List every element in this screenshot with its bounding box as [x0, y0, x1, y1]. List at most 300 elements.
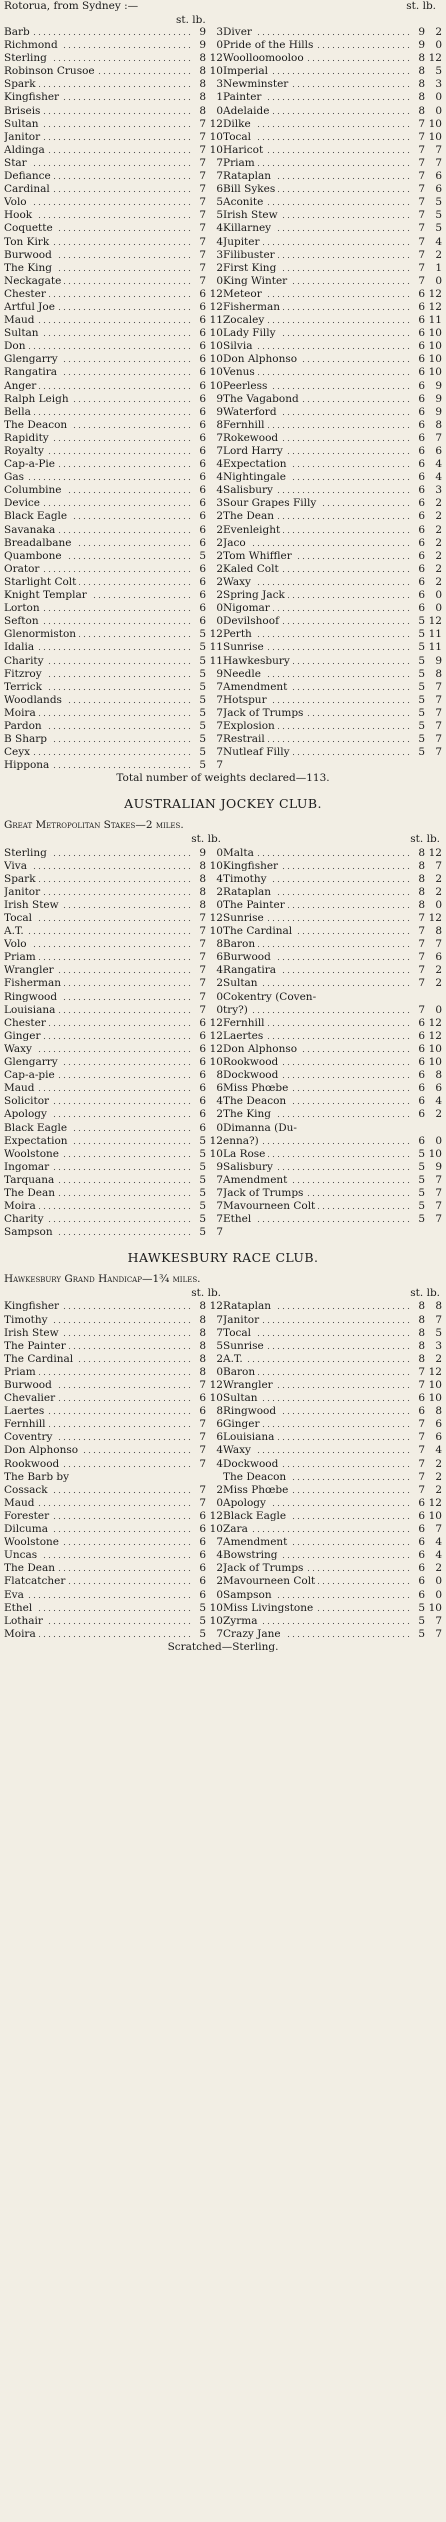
right-entry: [223, 912, 442, 925]
entry-lb: 2: [216, 562, 223, 575]
entry-lb: 0: [216, 274, 223, 287]
entry-name: Woodlands: [4, 694, 192, 707]
left-entry: [4, 380, 223, 393]
entry-st: 7: [199, 990, 206, 1003]
entry-lb: 9: [435, 379, 442, 392]
entry-lb: 0: [216, 615, 223, 628]
entry-st: 6: [418, 1095, 425, 1108]
entry-name: Sultan: [223, 1392, 411, 1405]
entry-st: 7: [199, 977, 206, 990]
right-entry: [223, 951, 442, 964]
entry-lb: 5: [216, 196, 223, 209]
entry-name: Waterford: [223, 406, 411, 419]
right-entry: [223, 991, 442, 1004]
ajc-col-header-left: st. lb.: [191, 833, 221, 846]
entry-st: 5: [199, 641, 206, 654]
entry-name: Dockwood: [223, 1458, 411, 1471]
entry-lb: 3: [216, 78, 223, 91]
right-entry: [223, 563, 442, 576]
left-entry: [4, 458, 223, 471]
left-entry: [4, 1340, 223, 1353]
right-entry: [223, 1174, 442, 1187]
right-entry: [223, 576, 442, 589]
table-row: [4, 222, 442, 235]
entry-st: 7: [418, 261, 425, 274]
right-entry: [223, 222, 442, 235]
entry-st: 8: [418, 52, 425, 65]
table-row: [4, 340, 442, 353]
entry-lb: 10: [209, 366, 223, 379]
table-row: [4, 1082, 442, 1095]
left-entry: [4, 65, 223, 78]
entry-st: 7: [418, 1457, 425, 1470]
entry-name: Lady Filly: [223, 327, 411, 340]
entry-name: Ginger: [223, 1418, 411, 1431]
entry-lb: 2: [435, 872, 442, 885]
left-entry: [4, 563, 223, 576]
right-entry: [223, 733, 442, 746]
left-entry: [4, 196, 223, 209]
entry-lb: 9: [435, 654, 442, 667]
table-row: [4, 938, 442, 951]
table-row: [4, 458, 442, 471]
entry-name: Moira: [4, 1200, 192, 1213]
entry-st: 7: [199, 964, 206, 977]
entry-name: Artful Joe: [4, 301, 192, 314]
entry-st: 7: [418, 196, 425, 209]
entry-name: The Cardinal: [223, 925, 411, 938]
entry-name: Ethel: [4, 1602, 192, 1615]
entry-name: Ingomar: [4, 1161, 192, 1174]
right-entry: [223, 249, 442, 262]
entry-lb: 10: [209, 1392, 223, 1405]
left-entry: [4, 222, 223, 235]
race-title-ajc: Great Metropolitan Stakes—2 miles.: [4, 819, 184, 832]
entry-st: 7: [199, 1003, 206, 1016]
left-entry: [4, 1562, 223, 1575]
entry-st: 5: [199, 719, 206, 732]
entry-name: Sultan: [4, 118, 192, 131]
entry-st: 5: [199, 680, 206, 693]
entry-st: 5: [418, 733, 425, 746]
entry-name: Rangatira: [4, 366, 192, 379]
table-row: [4, 196, 442, 209]
entry-lb: 0: [216, 39, 223, 52]
entry-st: 5: [199, 746, 206, 759]
entry-st: 6: [199, 562, 206, 575]
entry-name: First King: [223, 262, 411, 275]
entry-st: 5: [199, 1200, 206, 1213]
entry-lb: 2: [216, 1575, 223, 1588]
entry-lb: 7: [216, 1536, 223, 1549]
table-row: [4, 964, 442, 977]
rotorua-heading: Rotorua, from Sydney :—: [4, 0, 139, 12]
entry-lb: 3: [216, 26, 223, 38]
entry-name: Burwood: [4, 249, 192, 262]
entry-st: 6: [418, 1082, 425, 1095]
left-entry: [4, 733, 223, 746]
entry-lb: 2: [216, 1562, 223, 1575]
table-row: [4, 615, 442, 628]
entry-name: Sterling: [4, 847, 192, 860]
table-row: [4, 497, 442, 510]
entry-lb: 8: [216, 938, 223, 951]
entry-name: Royalty: [4, 445, 192, 458]
entry-name: Janitor: [223, 1314, 411, 1327]
entry-name: Pride of the Hills: [223, 39, 411, 52]
left-entry: [4, 366, 223, 379]
entry-st: 7: [199, 951, 206, 964]
entry-st: 5: [418, 706, 425, 719]
table-row: [4, 860, 442, 873]
entry-name: Rookwood: [223, 1056, 411, 1069]
entry-st: 5: [199, 1160, 206, 1173]
entry-st: 7: [199, 938, 206, 951]
entry-name: Burwood: [4, 1379, 192, 1392]
entry-st: 6: [418, 300, 425, 313]
hrc-table: [4, 1300, 442, 1640]
entry-name: Irish Stew: [223, 209, 411, 222]
entry-name: Fitzroy: [4, 668, 192, 681]
entry-name: Painter: [223, 91, 411, 104]
entry-lb: 10: [209, 379, 223, 392]
entry-st: 6: [199, 1575, 206, 1588]
entry-name: Dilcuma: [4, 1523, 192, 1536]
entry-name: Nutleaf Filly: [223, 746, 411, 759]
right-entry: [223, 65, 442, 78]
right-entry: [223, 1122, 442, 1135]
entry-name: Uncas: [4, 1549, 192, 1562]
left-entry: [4, 1148, 223, 1161]
rotorua-table: [4, 26, 442, 759]
right-entry: [223, 1562, 442, 1575]
entry-st: 6: [418, 1108, 425, 1121]
entry-st: 7: [418, 925, 425, 938]
table-row: [4, 26, 442, 39]
entry-name: Spark: [4, 873, 192, 886]
entry-st: 6: [418, 418, 425, 431]
right-entry: [223, 899, 442, 912]
entry-st: 7: [199, 1496, 206, 1509]
table-row: [4, 1484, 442, 1497]
entry-name: Tarquana: [4, 1174, 192, 1187]
entry-name: The King: [223, 1108, 411, 1121]
entry-name: Tocal: [223, 131, 411, 144]
entry-st: 8: [418, 898, 425, 911]
entry-st: 5: [199, 693, 206, 706]
right-entry: [223, 1549, 442, 1562]
entry-lb: 11: [428, 641, 442, 654]
entry-name: Flatcatcher: [4, 1575, 192, 1588]
table-row: [4, 1043, 442, 1056]
entry-st: 5: [199, 654, 206, 667]
right-entry: [223, 1602, 442, 1615]
entry-lb: 2: [435, 977, 442, 990]
entry-lb: 0: [216, 1003, 223, 1016]
table-row: [4, 1213, 442, 1226]
entry-lb: 9: [216, 405, 223, 418]
left-entry: [4, 707, 223, 720]
entry-st: 7: [418, 183, 425, 196]
left-entry: [4, 1418, 223, 1431]
table-row: [4, 105, 442, 118]
table-row: [4, 1353, 442, 1366]
entry-st: 6: [199, 575, 206, 588]
right-entry: [223, 327, 442, 340]
entry-name: Tocal: [4, 912, 192, 925]
entry-name: Hotspur: [223, 694, 411, 707]
entry-st: 6: [199, 523, 206, 536]
entry-name: Cap-a-Pie: [4, 458, 192, 471]
table-row: [4, 925, 442, 938]
entry-st: 9: [418, 26, 425, 38]
entry-name: Woolstone: [4, 1148, 192, 1161]
entry-name: A.T.: [223, 1353, 411, 1366]
left-entry: [4, 497, 223, 510]
table-row: [4, 899, 442, 912]
entry-lb: 7: [216, 1213, 223, 1226]
entry-st: 7: [199, 248, 206, 261]
right-entry: [223, 847, 442, 860]
entry-name: Ringwood: [4, 991, 192, 1004]
right-entry: [223, 1135, 442, 1148]
right-entry: [223, 1056, 442, 1069]
table-row: [4, 118, 442, 131]
entry-st: 7: [418, 912, 425, 924]
entry-lb: 2: [435, 248, 442, 261]
entry-name: Bowstring: [223, 1549, 411, 1562]
table-row: [4, 912, 442, 925]
entry-name: Baron: [223, 938, 411, 951]
entry-st: 5: [199, 733, 206, 746]
entry-lb: 7: [435, 156, 442, 169]
entry-lb: 10: [428, 1392, 442, 1405]
entry-st: 6: [418, 1575, 425, 1588]
entry-name: Knight Templar: [4, 589, 192, 602]
left-entry: [4, 340, 223, 353]
entry-st: 6: [199, 602, 206, 615]
entry-lb: 11: [428, 628, 442, 641]
entry-lb: 4: [216, 458, 223, 471]
right-entry: [223, 1069, 442, 1082]
table-row: [4, 977, 442, 990]
table-row: [4, 1069, 442, 1082]
right-entry: [223, 445, 442, 458]
entry-name: Chester: [4, 288, 192, 301]
entry-st: 6: [199, 1392, 206, 1405]
left-entry: [4, 550, 223, 563]
entry-st: 7: [418, 964, 425, 977]
table-row: [4, 1135, 442, 1148]
entry-lb: 6: [435, 170, 442, 183]
entry-name: Glenormiston: [4, 628, 192, 641]
table-row: [4, 65, 442, 78]
entry-lb: 7: [435, 746, 442, 759]
entry-lb: 4: [435, 1444, 442, 1457]
entry-name: The Painter: [4, 1340, 192, 1353]
right-entry: [223, 1148, 442, 1161]
entry-st: 6: [418, 575, 425, 588]
entry-lb: 12: [209, 1509, 223, 1522]
table-row: [4, 1392, 442, 1405]
entry-name: Lord Harry: [223, 445, 411, 458]
entry-st: 8: [199, 872, 206, 885]
entry-lb: 12: [209, 287, 223, 300]
entry-name: Tocal: [223, 1327, 411, 1340]
entry-name: Nigomar: [223, 602, 411, 615]
entry-st: 7: [199, 130, 206, 143]
left-entry: [4, 301, 223, 314]
table-row: [4, 236, 442, 249]
entry-name: The Dean: [223, 510, 411, 523]
entry-name: Maud: [4, 314, 192, 327]
entry-st: 7: [418, 130, 425, 143]
entry-lb: 6: [435, 445, 442, 457]
entry-st: 5: [418, 1173, 425, 1186]
left-entry: [4, 144, 223, 157]
entry-st: 5: [199, 1134, 206, 1147]
entry-lb: 0: [435, 1134, 442, 1147]
entry-name: Ethel: [223, 1213, 411, 1226]
left-entry: [4, 1353, 223, 1366]
table-row: [4, 170, 442, 183]
table-row: [4, 550, 442, 563]
left-entry: [4, 1043, 223, 1056]
entry-name: Coquette: [4, 222, 192, 235]
left-entry: [4, 1056, 223, 1069]
entry-lb: 0: [435, 39, 442, 52]
entry-name: Glengarry: [4, 353, 192, 366]
left-entry: [4, 91, 223, 104]
entry-lb: 2: [435, 885, 442, 898]
entry-name: Sterling: [4, 52, 192, 65]
left-entry: [4, 445, 223, 458]
entry-st: 5: [418, 1627, 425, 1640]
entry-lb: 10: [428, 1601, 442, 1614]
race-title-hrc: Hawkesbury Grand Handicap—1¾ miles.: [4, 1273, 201, 1286]
club-title-ajc: AUSTRALIAN JOCKEY CLUB.: [124, 796, 322, 812]
table-row: [4, 78, 442, 91]
entry-st: 5: [199, 1614, 206, 1627]
entry-lb: 10: [209, 1614, 223, 1627]
entry-lb: 10: [209, 1056, 223, 1069]
entry-name: Hippona: [4, 759, 192, 772]
table-row: [4, 1523, 442, 1536]
entry-lb: 2: [216, 261, 223, 274]
entry-st: 7: [418, 156, 425, 169]
entry-lb: 11: [209, 641, 223, 654]
entry-name: Venus: [223, 366, 411, 379]
entry-name: Ginger: [4, 1030, 192, 1043]
entry-name: Waxy: [4, 1043, 192, 1056]
entry-st: 6: [199, 418, 206, 431]
entry-st: 6: [199, 1095, 206, 1108]
left-entry: [4, 1575, 223, 1588]
entry-name: Terrick: [4, 681, 192, 694]
left-entry: [4, 406, 223, 419]
entry-lb: 4: [435, 235, 442, 248]
entry-name: Forester: [4, 1510, 192, 1523]
entry-st: 6: [199, 484, 206, 497]
table-row: [4, 1187, 442, 1200]
entry-lb: 12: [428, 615, 442, 628]
entry-name: Jack of Trumps: [223, 1187, 411, 1200]
entry-name: The Deacon: [223, 1471, 411, 1484]
entry-name: Janitor: [4, 131, 192, 144]
right-entry: [223, 288, 442, 301]
entry-name: Sampson: [4, 1226, 192, 1239]
entry-st: 7: [418, 1431, 425, 1444]
entry-name: Aconite: [223, 196, 411, 209]
entry-lb: 10: [428, 1042, 442, 1055]
entry-lb: 6: [435, 1082, 442, 1095]
entry-lb: 11: [209, 314, 223, 327]
entry-lb: 10: [428, 366, 442, 379]
entry-st: 7: [199, 156, 206, 169]
table-row: [4, 1628, 442, 1641]
entry-st: 8: [199, 1352, 206, 1365]
entry-lb: 12: [209, 1379, 223, 1391]
entry-name: Lorton: [4, 602, 192, 615]
entry-lb: 8: [435, 1069, 442, 1082]
entry-st: 5: [199, 1226, 206, 1239]
entry-name: Ceyx: [4, 746, 192, 759]
entry-lb: 10: [209, 130, 223, 143]
entry-name: Woolstone: [4, 1536, 192, 1549]
entry-st: 8: [418, 1339, 425, 1352]
entry-name: Aldinga: [4, 144, 192, 157]
left-entry: [4, 314, 223, 327]
entry-st: 7: [199, 196, 206, 209]
left-entry: [4, 26, 223, 39]
entry-name: Mavourneen Colt: [223, 1200, 411, 1213]
entry-st: 8: [199, 859, 206, 872]
entry-name: Laertes: [223, 1030, 411, 1043]
right-entry: [223, 1082, 442, 1095]
entry-name: Bill Sykes: [223, 183, 411, 196]
right-entry: [223, 196, 442, 209]
ajc-table: [4, 847, 442, 1227]
left-entry: [4, 170, 223, 183]
entry-name: The Barb by: [4, 1470, 70, 1483]
left-entry: [4, 1510, 223, 1523]
entry-st: 7: [418, 951, 425, 964]
table-row: [4, 131, 442, 144]
right-entry: [223, 1161, 442, 1174]
entry-lb: 6: [216, 1082, 223, 1095]
right-entry: [223, 471, 442, 484]
entry-lb: 6: [216, 183, 223, 196]
left-entry: [4, 576, 223, 589]
entry-st: 7: [418, 117, 425, 130]
entry-st: 7: [199, 209, 206, 222]
entry-st: 8: [418, 78, 425, 91]
left-entry: [4, 78, 223, 91]
entry-name: Nightingale: [223, 471, 411, 484]
table-row: [4, 1366, 442, 1379]
left-entry: [4, 1108, 223, 1121]
right-entry: [223, 52, 442, 65]
right-entry: [223, 1497, 442, 1510]
entry-lb: 2: [216, 536, 223, 549]
entry-st: 5: [199, 667, 206, 680]
entry-lb: 7: [216, 706, 223, 719]
entry-lb: 8: [435, 1300, 442, 1313]
entry-name: Kingfisher: [4, 1300, 192, 1313]
table-row: [4, 1602, 442, 1615]
right-entry: [223, 1340, 442, 1353]
entry-st: 7: [199, 1418, 206, 1431]
